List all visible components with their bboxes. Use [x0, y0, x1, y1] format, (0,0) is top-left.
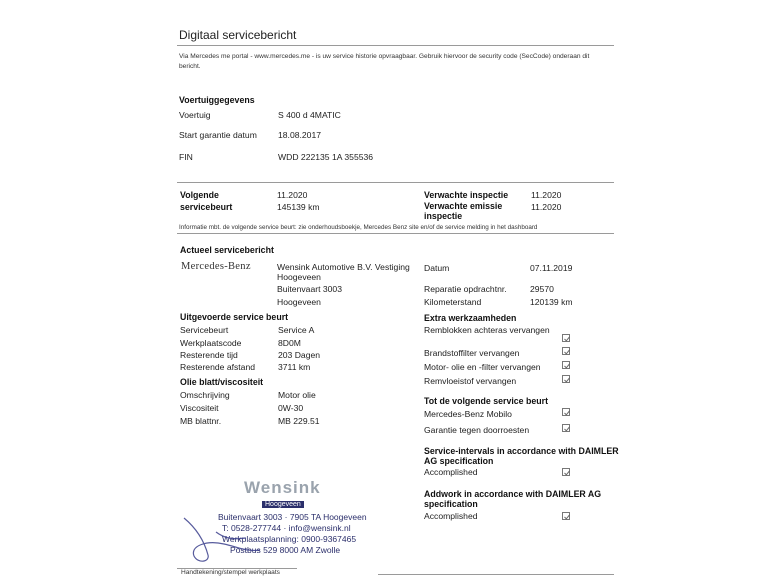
- next-service-label-1: Volgende: [180, 190, 219, 200]
- dealer-city: Hoogeveen: [277, 297, 321, 307]
- until-next-item: Mercedes-Benz Mobilo: [424, 409, 512, 419]
- service-value: Service A: [278, 325, 315, 335]
- workshop-value: 8D0M: [278, 338, 301, 348]
- date-value: 07.11.2019: [530, 263, 573, 273]
- checkmark-icon: [563, 409, 571, 417]
- stamp-line: Werkplaatsplanning: 0900-9367465: [222, 534, 357, 544]
- inspection-label: Verwachte inspectie: [424, 190, 509, 200]
- extra-item: Brandstoffilter vervangen: [424, 348, 520, 358]
- order-value: 29570: [530, 284, 554, 294]
- vehicle-heading: Voertuiggegevens: [179, 95, 255, 105]
- checkmark-icon: [563, 335, 571, 343]
- oil-desc-value: Motor olie: [278, 390, 316, 400]
- service-label: Servicebeurt: [180, 325, 229, 335]
- dealer-name: Wensink Automotive B.V. Vestiging Hoogeveen: [277, 262, 410, 282]
- checkbox-checked: [562, 361, 570, 369]
- divider: [177, 233, 614, 234]
- next-service-label-2: servicebeurt: [180, 202, 233, 212]
- checkmark-icon: [563, 348, 571, 356]
- oil-heading: Olie blatt/viscositeit: [180, 377, 264, 387]
- km-label: Kilometerstand: [424, 297, 482, 307]
- next-service-km: 145139 km: [277, 202, 320, 212]
- fin-value: WDD 222135 1A 355536: [278, 152, 374, 162]
- order-label: Reparatie opdrachtnr.: [424, 284, 507, 294]
- date-label: Datum: [424, 263, 450, 273]
- addwork-heading: Addwork in accordance with DAIMLER AG specification: [424, 489, 602, 509]
- checkmark-icon: [563, 425, 571, 433]
- fin-label: FIN: [179, 152, 193, 162]
- until-next-heading: Tot de volgende service beurt: [424, 396, 549, 406]
- stamp-name: Wensink: [244, 478, 321, 497]
- signature-label: Handtekening/stempel werkplaats: [181, 569, 280, 576]
- stamp-line: Buitenvaart 3003 · 7905 TA Hoogeveen: [218, 512, 367, 522]
- distance-left-label: Resterende afstand: [180, 362, 256, 372]
- extra-item: Motor- olie en -filter vervangen: [424, 362, 541, 372]
- performed-heading: Uitgevoerde service beurt: [180, 312, 289, 322]
- checkmark-icon: [563, 376, 571, 384]
- checkbox-checked: [562, 408, 570, 416]
- next-service-date: 11.2020: [277, 190, 308, 200]
- checkmark-icon: [563, 513, 571, 521]
- checkbox-checked: [562, 468, 570, 476]
- signature-scribble: [176, 510, 286, 570]
- page-title: Digitaal servicebericht: [179, 28, 297, 42]
- viscosity-label: Viscositeit: [180, 403, 219, 413]
- extra-item: Remblokken achteras vervangen: [424, 325, 550, 335]
- stamp-line: Postbus 529 8000 AM Zwolle: [230, 545, 341, 555]
- dealer-street: Buitenvaart 3003: [277, 284, 342, 294]
- emission-value: 11.2020: [531, 202, 562, 212]
- until-next-item: Garantie tegen doorroesten: [424, 425, 530, 435]
- stamp-box: Hoogeveen: [262, 501, 304, 508]
- divider: [177, 45, 614, 46]
- addwork-status: Accomplished: [424, 511, 478, 521]
- blatt-label: MB blattnr.: [180, 416, 222, 426]
- checkbox-checked: [562, 375, 570, 383]
- warranty-label: Start garantie datum: [179, 130, 257, 140]
- extra-item: Remvloeistof vervangen: [424, 376, 517, 386]
- warranty-value: 18.08.2017: [278, 130, 322, 140]
- current-heading: Actueel servicebericht: [180, 245, 274, 255]
- oil-desc-label: Omschrijving: [180, 390, 230, 400]
- stamp-line: T: 0528-277744 · info@wensink.nl: [222, 523, 351, 533]
- divider: [378, 574, 614, 575]
- intro-text: Via Mercedes me portal - www.mercedes.me - is uw service historie opvraagbaar. Gebruik hiervoor de security code (SecCode) onderaan dit bericht.: [179, 53, 590, 70]
- checkbox-checked: [562, 347, 570, 355]
- service-intervals-heading: Service-intervals in accordance with DAIMLER AG specification: [424, 446, 619, 466]
- checkbox-checked: [562, 424, 570, 432]
- checkbox-checked: [562, 334, 570, 342]
- checkmark-icon: [563, 362, 571, 370]
- checkmark-icon: [563, 469, 571, 477]
- vehicle-value: S 400 d 4MATIC: [278, 110, 341, 120]
- next-service-note: Informatie mbt. de volgende service beurt: zie onderhoudsboekje, Mercedes Benz site en/of de service melding in het dashboard: [179, 224, 538, 231]
- checkbox-checked: [562, 512, 570, 520]
- brand-logo: Mercedes-Benz: [181, 261, 251, 272]
- extra-heading: Extra werkzaamheden: [424, 313, 517, 323]
- distance-left-value: 3711 km: [278, 362, 311, 372]
- vehicle-label: Voertuig: [179, 110, 211, 120]
- blatt-value: MB 229.51: [278, 416, 320, 426]
- time-left-label: Resterende tijd: [180, 350, 238, 360]
- inspection-value: 11.2020: [531, 190, 562, 200]
- km-value: 120139 km: [530, 297, 573, 307]
- divider: [177, 182, 614, 183]
- viscosity-value: 0W-30: [278, 403, 304, 413]
- time-left-value: 203 Dagen: [278, 350, 321, 360]
- service-intervals-status: Accomplished: [424, 467, 478, 477]
- emission-label: Verwachte emissie inspectie: [424, 201, 503, 221]
- workshop-label: Werkplaatscode: [180, 338, 242, 348]
